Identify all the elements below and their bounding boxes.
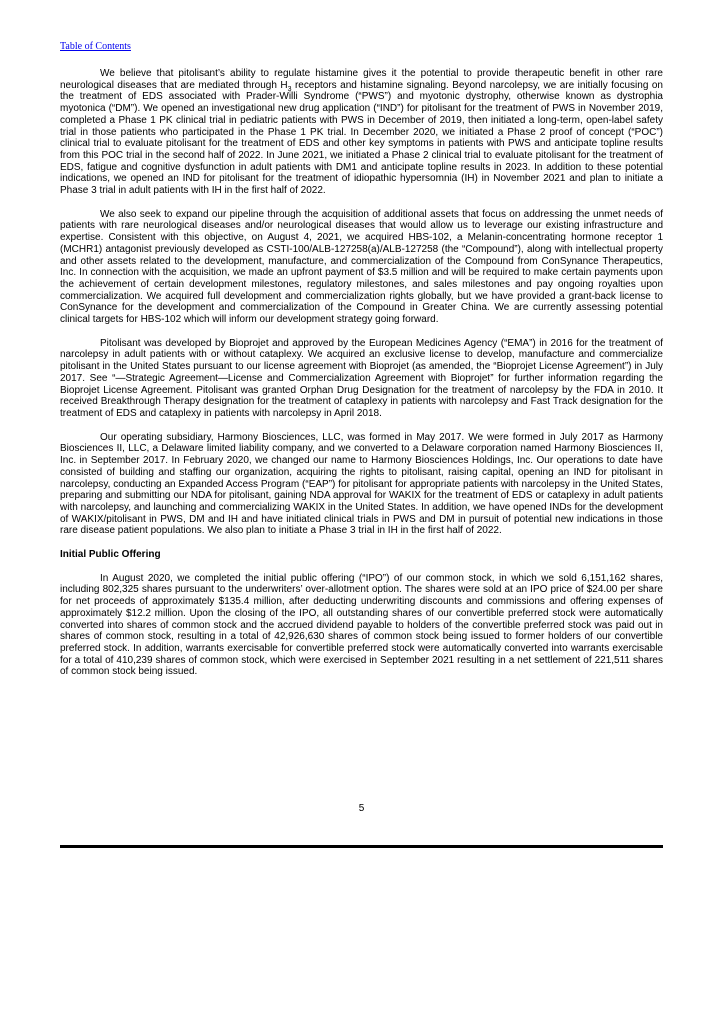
paragraph-pitolisant-potential (60, 68, 663, 197)
section-heading-ipo: Initial Public Offering (60, 549, 161, 561)
paragraph-pitolisant-potential-text-a: We believe that pitolisant’s ability to regulate histamine gives it the potential to provide therapeutic benefit in other rare neurological diseases that are mediated through H (60, 68, 663, 91)
paragraph-operating-subsidiary: Our operating subsidiary, Harmony Biosciences, LLC, was formed in May 2017. We were formed in July 2017 as Harmony Biosciences II, LLC, a Delaware limited liability company, and we converted to a Delaware corporation named Harmony Biosciences II, Inc. in September 2017. In February 2020, we changed our name to Harmony Biosciences Holdings, Inc. Our operations to date have consisted of building and staffing our organization, acquiring the rights to pitolisant, raising capital, opening an IND for pitolisant in narcolepsy, conducting an Expanded Access Program (“EAP”) for pitolisant for appropriate patients with narcolepsy in the United States, preparing and submitting our NDA for pitolisant, gaining NDA approval for WAKIX for the treatment of EDS or cataplexy in adult patients with narcolepsy, and launching and commercializing WAKIX in the United States. In addition, we have opened INDs for the development of WAKIX/pitolisant in PWS, DM and IH and have initiated clinical trials in PWS and DM in pursuit of potential new indications in those rare disease patient populations. We also plan to initiate a Phase 3 trial in IH in the first half of 2022. (60, 431, 663, 537)
document-body (60, 68, 663, 690)
page-number: 5 (358, 803, 365, 814)
table-of-contents-link[interactable]: Table of Contents (60, 41, 131, 52)
paragraph-ipo: In August 2020, we completed the initial public offering (“IPO”) of our common stock, in which we sold 6,151,162 shares, including 802,325 shares pursuant to the underwriters’ over-allotment option. The shares were sold at an IPO price of $24.00 per share for net proceeds of approximately $135.4 million, after deducting underwriting discounts and commissions and offering expenses of approximately $12.2 million. Upon the closing of the IPO, all outstanding shares of our convertible preferred stock were automatically converted into shares of common stock and the accrued dividend payable to holders of the convertible preferred stock was paid out in shares of common stock, resulting in a total of 42,926,630 shares of common stock being issued to former holders of our convertible preferred stock. In addition, warrants exercisable for convertible preferred stock were automatically converted into warrants exercisable for a total of 410,239 shares of common stock, which were exercised in September 2021 resulting in a net settlement of 221,511 shares of common stock being issued. (60, 572, 663, 678)
paragraph-bioprojet-license: Pitolisant was developed by Bioprojet and approved by the European Medicines Agency (“EMA”) in 2016 for the treatment of narcolepsy in adult patients with or without cataplexy. We acquired an exclusive license to develop, manufacture and commercialize pitolisant in the United States pursuant to our license agreement with Bioprojet (as amended, the “Bioprojet License Agreement”) in July 2017. See “—Strategic Agreement—License and Commercialization Agreement with Bioprojet” for further information regarding the Bioprojet License Agreement. Pitolisant was granted Orphan Drug Designation for the treatment of narcolepsy by the FDA in 2010. It received Breakthrough Therapy designation for the treatment of cataplexy in patients with narcolepsy and Fast Track designation for the treatment of EDS and cataplexy in patients with narcolepsy in April 2018. (60, 337, 663, 419)
h3-subscript: 3 (287, 85, 292, 93)
paragraph-pipeline-expansion: We also seek to expand our pipeline through the acquisition of additional assets that focus on addressing the unmet needs of patients with rare neurological diseases and/or neurological diseases that would allow us to leverage our existing infrastructure and expertise. Consistent with this objective, on August 4, 2021, we acquired HBS-102, a Melanin-concentrating hormone receptor 1 (MCHR1) antagonist previously developed as CSTI-100/ALB-127258(a)/ALB-127258 (the “Compound”), along with intellectual property and other assets related to the development, manufacture, and commercialization of the Compound from ConSynance Therapeutics, Inc. In connection with the acquisition, we made an upfront payment of $3.5 million and will be required to make certain payments upon the achievement of certain development milestones, regulatory milestones, and sales milestones and pay ongoing royalties upon commercialization. We acquired full development and commercialization rights globally, but we have provided a grant-back license to ConSynance for the development and commercialization of the Compound in Greater China. We are currently assessing potential clinical targets for HBS-102 which will inform our development strategy going forward. (60, 208, 663, 326)
page-divider (60, 845, 663, 848)
paragraph-pitolisant-potential-text-b: receptors and histamine signaling. Beyond narcolepsy, we are initially focusing on the treatment of EDS associated with Prader-Willi Syndrome (“PWS”) and myotonic dystrophy, otherwise known as dystrophia myotonica (“DM”). We opened an investigational new drug application (“IND”) for pitolisant for the treatment of PWS in November 2019, completed a Phase 1 PK clinical trial in pediatric patients with PWS in December of 2019, then initiated a long-term, open-label safety trial in those patients who participated in the Phase 1 PK trial. In December 2020, we initiated a Phase 2 proof of concept (“POC”) clinical trial to evaluate pitolisant for the treatment of EDS and other key symptoms in patients with PWS and anticipate topline results from this POC trial in the second half of 2022. In June 2021, we initiated a Phase 2 clinical trial to evaluate pitolisant for the treatment of EDS, fatigue and cognitive dysfunction in adult patients with DM1 and anticipate topline results in 2023. In addition to these potential indications, we opened an IND for pitolisant for the treatment of idiopathic hypersomnia (IH) in November 2021 and plan to initiate a Phase 3 trial in adult patients with IH in the first half of 2022. (60, 79, 663, 197)
